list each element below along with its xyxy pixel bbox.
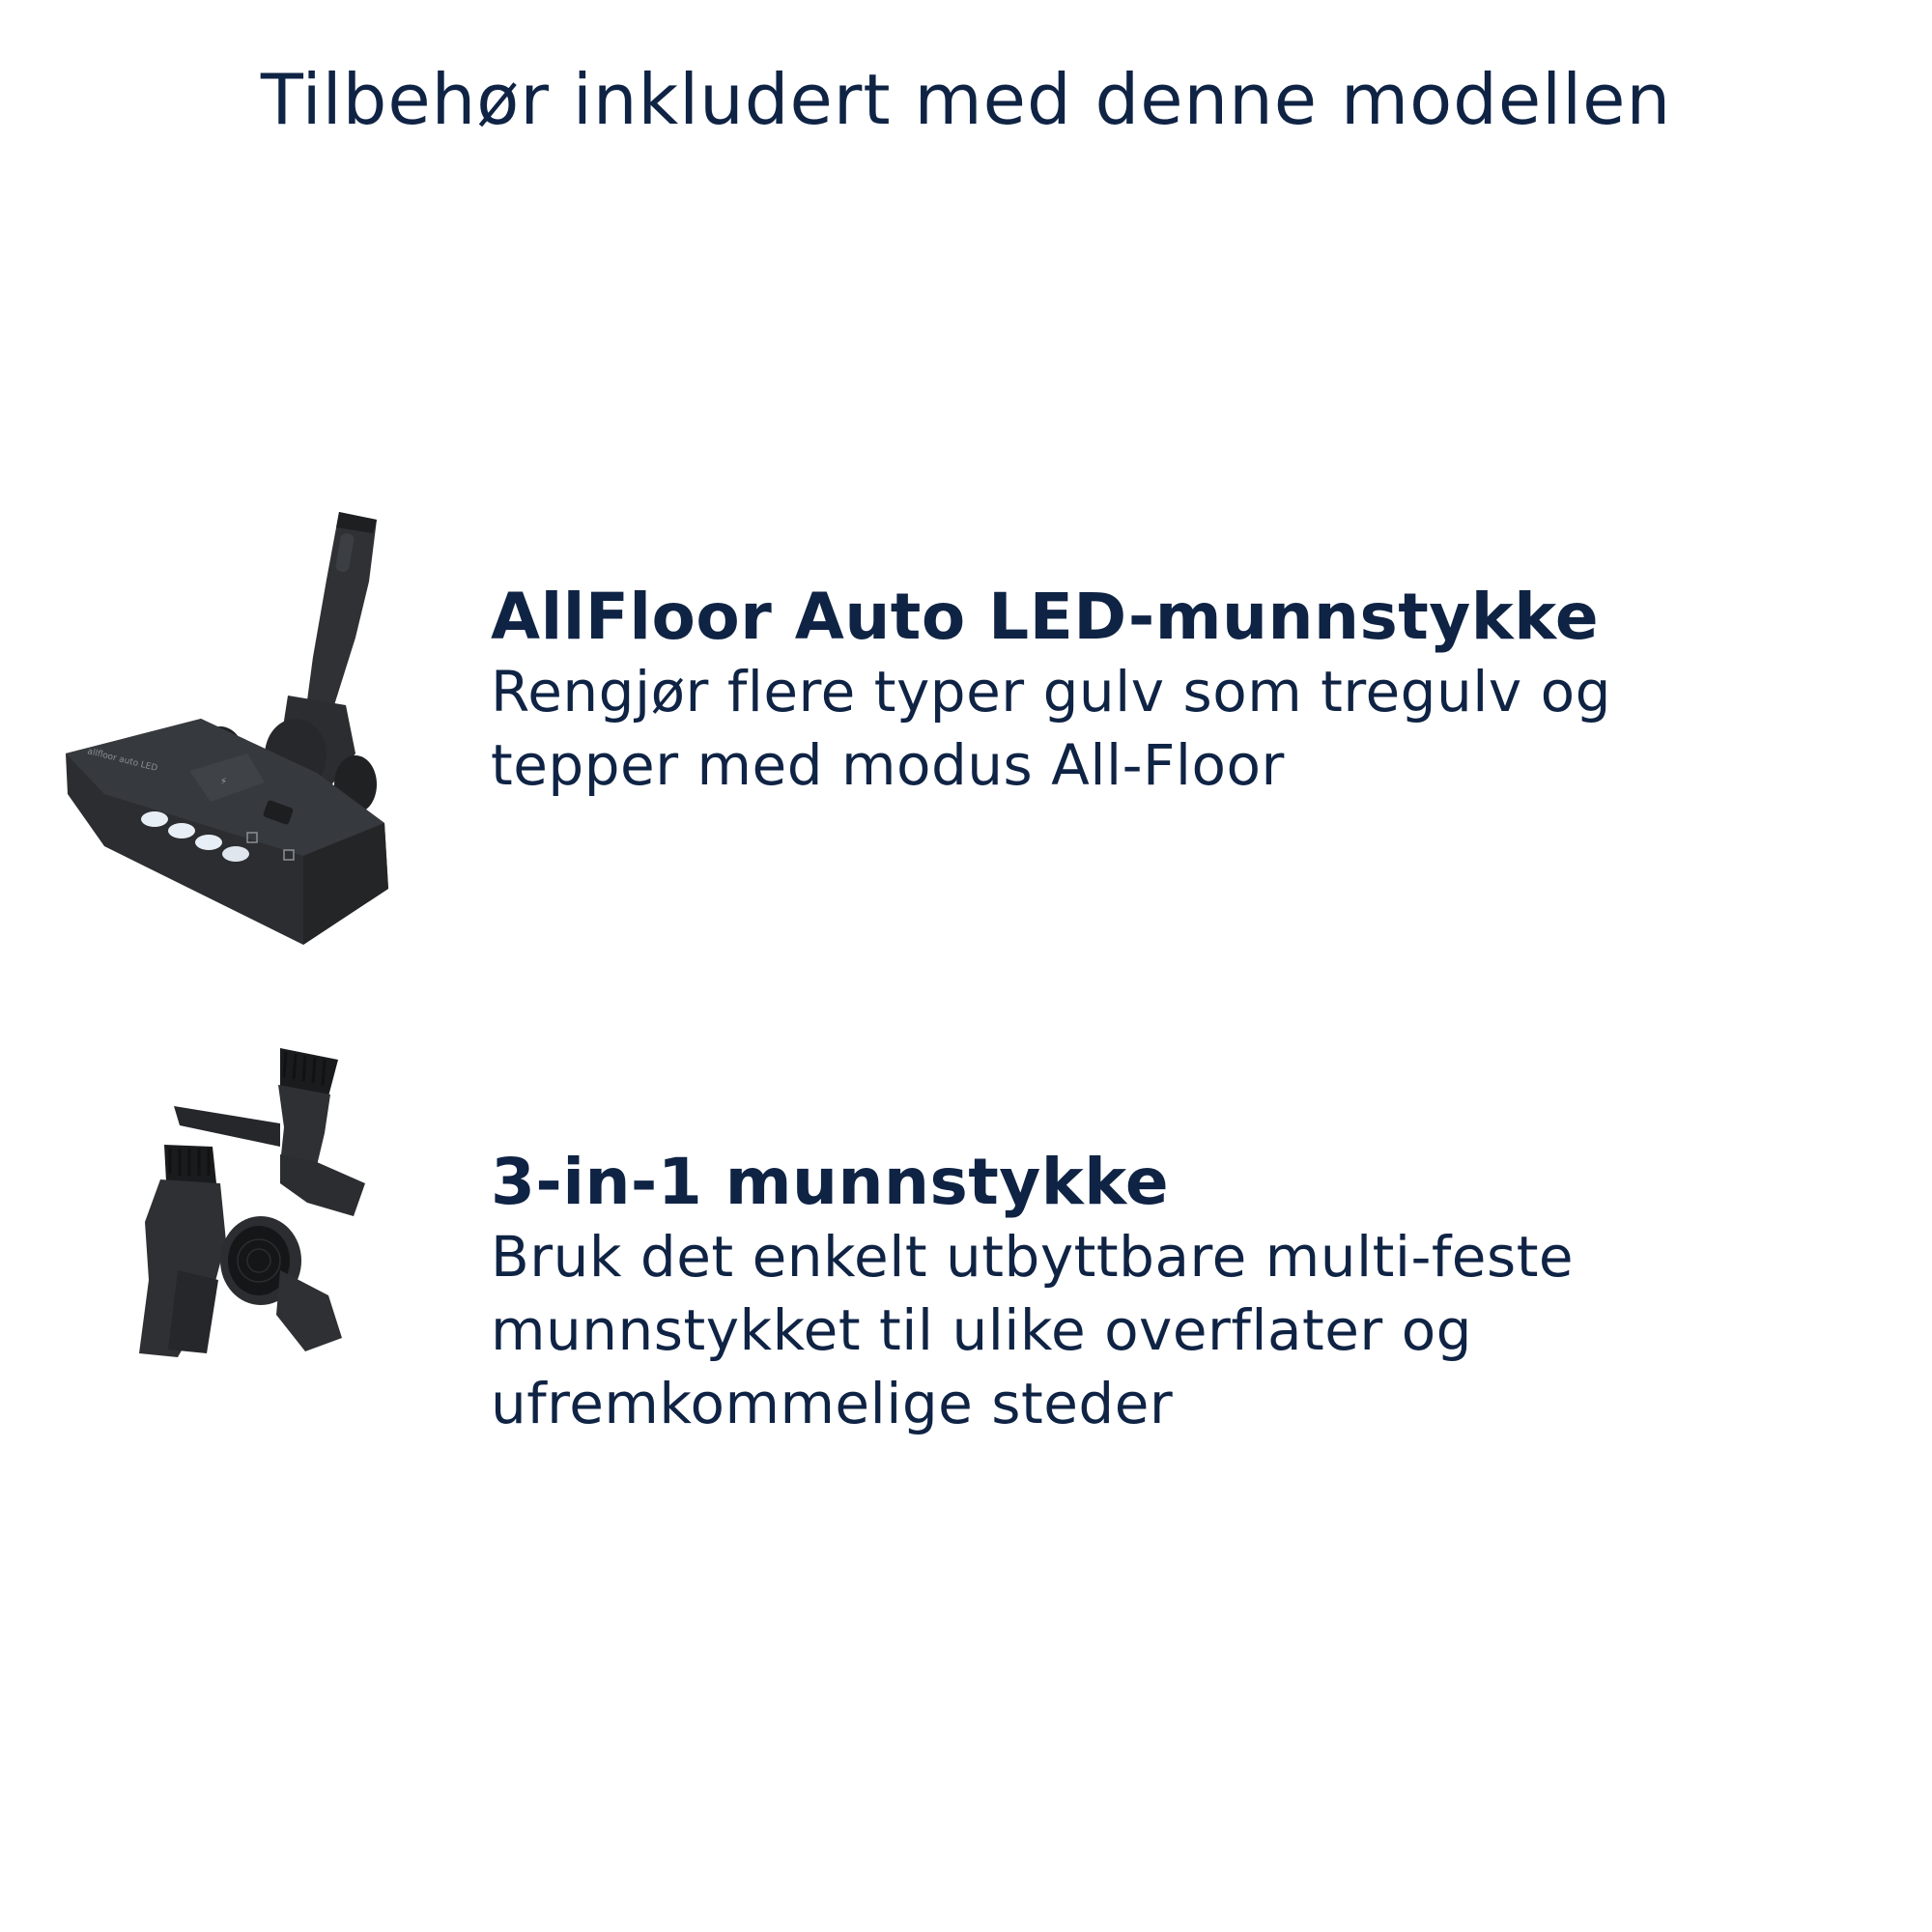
accessory-description-line: ufremkommelige steder [491,1371,1174,1436]
accessory-text [491,1145,1843,1440]
accessory-description-line: Rengjør flere typer gulv som tregulv og [491,659,1611,724]
accessory-description-line: tepper med modus All-Floor [491,732,1285,798]
accessory-heading: AllFloor Auto LED-munnstykke [491,580,1600,654]
svg-text:⚡: ⚡ [220,777,228,787]
accessory-description-line: Bruk det enkelt utbyttbare multi-feste [491,1224,1575,1290]
accessory-3in1-nozzle [0,1038,1932,1436]
floor-nozzle-image [66,512,394,956]
floor-nozzle-icon [66,512,394,956]
accessory-description-line: munnstykket til ulike overflater og [491,1297,1472,1363]
page-title: Tilbehør inkludert med denne modellen [260,59,1672,140]
svg-text:allfloor auto LED: allfloor auto LED [86,747,158,774]
multi-nozzle-icon [135,1038,406,1357]
accessory-heading: 3-in-1 munnstykke [491,1145,1170,1219]
multi-nozzle-image [135,1038,406,1357]
accessory-text [491,580,1843,802]
accessory-allfloor-nozzle [0,512,1932,956]
